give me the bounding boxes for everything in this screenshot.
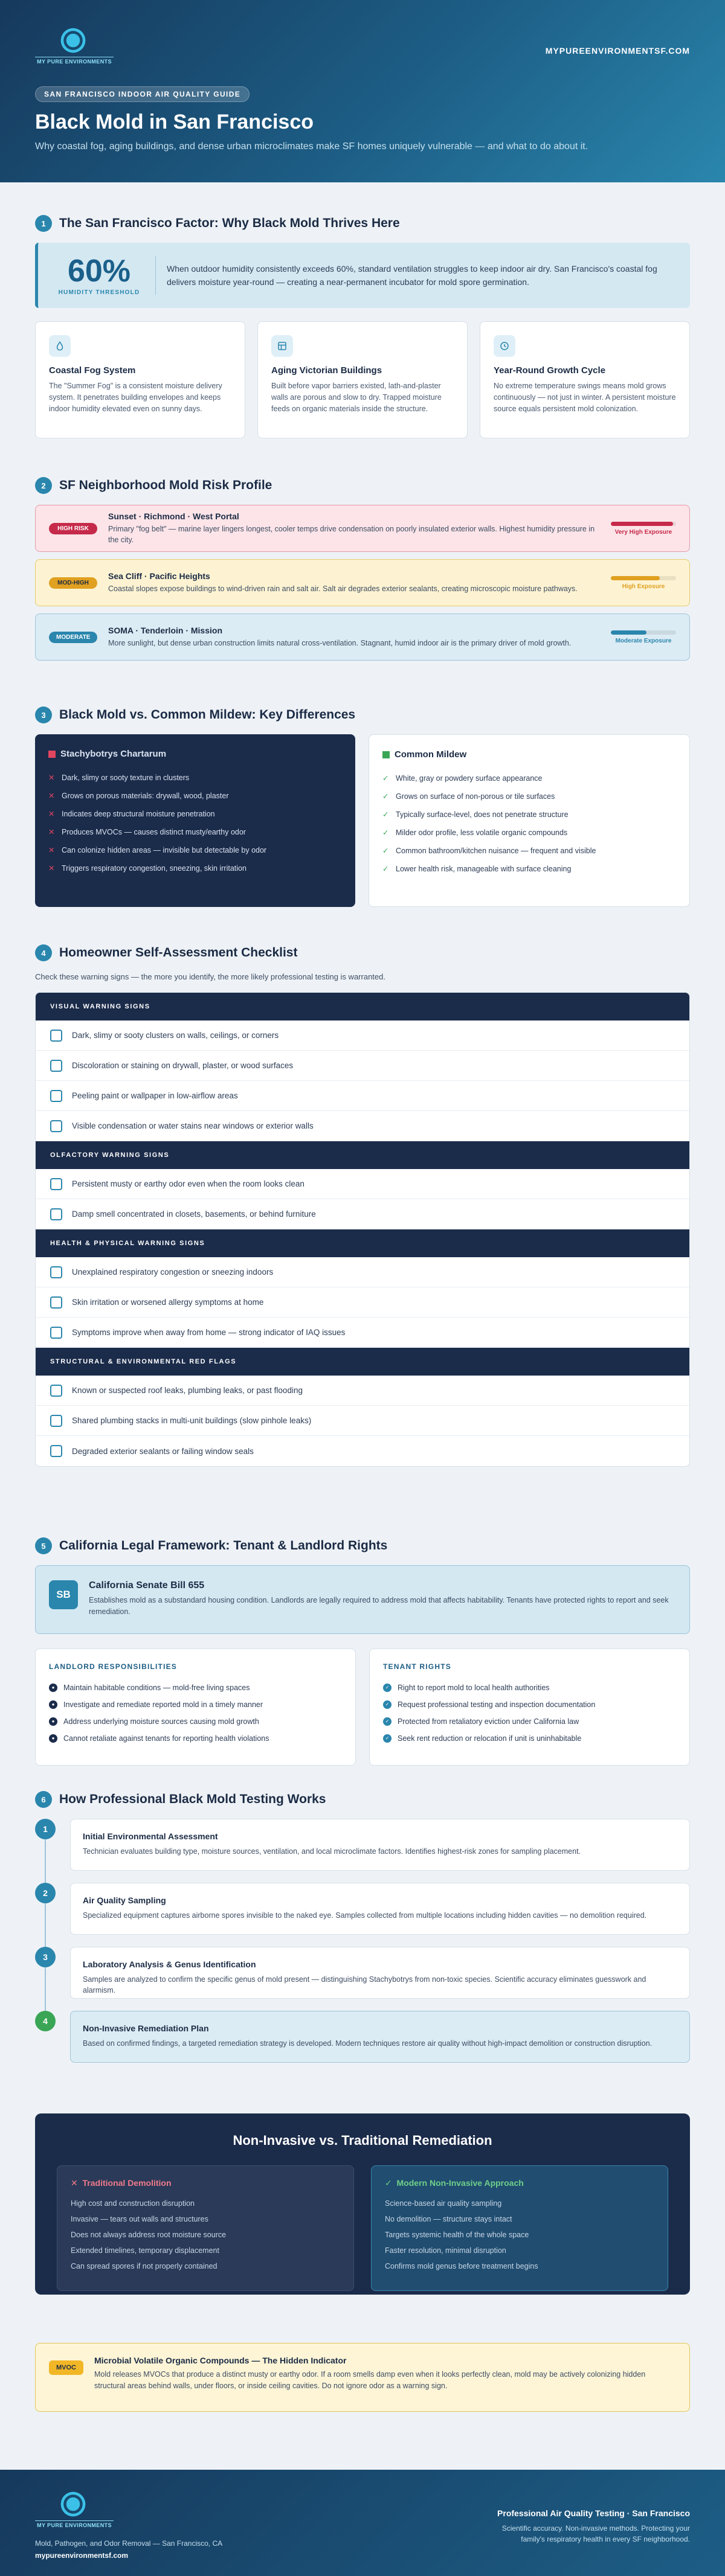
risk-neighborhoods: SOMA · Tenderloin · Mission <box>108 626 222 635</box>
rights-item <box>383 1730 676 1747</box>
step-title: Non-Invasive Remediation Plan <box>83 2023 209 2033</box>
landlord-responsibilities <box>35 1648 356 1766</box>
section-legal <box>0 1537 725 1766</box>
exposure-meter <box>611 576 676 590</box>
factor-title: Year-Round Growth Cycle <box>494 365 606 376</box>
mildew-column <box>369 734 690 907</box>
sb655-card <box>35 1565 690 1634</box>
section-title: The San Francisco Factor: Why Black Mold Thrives Here <box>59 216 400 230</box>
checklist-label: Shared plumbing stacks in multi-unit buildings (slow pinhole leaks) <box>72 1416 312 1425</box>
comparison-item <box>382 824 676 842</box>
factor-card-victorian <box>257 321 468 438</box>
risk-neighborhoods: Sea Cliff · Pacific Heights <box>108 571 210 581</box>
meter-track <box>611 522 676 526</box>
checklist-label: Symptoms improve when away from home — strong indicator of IAQ issues <box>72 1328 346 1337</box>
checklist-label: Peeling paint or wallpaper in low-airflow areas <box>72 1091 238 1100</box>
dot-icon: ● <box>49 1734 57 1743</box>
stat-value: 60% <box>67 253 131 289</box>
section-title: SF Neighborhood Mold Risk Profile <box>59 478 272 492</box>
remediation-item: Faster resolution, minimal disruption <box>385 2246 506 2255</box>
factor-text: No extreme temperature swings means mold grows continuously — not just in winter. A persistent moisture source equals persistent mold colonization. <box>494 382 676 413</box>
comparison-text: Grows on surface of non-porous or tile surfaces <box>396 792 555 801</box>
checklist-group-heading: VISUAL WARNING SIGNS <box>36 993 689 1020</box>
rights-text: Cannot retaliate against tenants for reporting health violations <box>63 1734 269 1743</box>
comparison-text: Milder odor profile, less volatile organic compounds <box>396 828 568 837</box>
mvoc-badge: MVOC <box>49 2360 83 2375</box>
checkbox[interactable] <box>50 1415 62 1427</box>
checklist-label: Visible condensation or water stains near windows or exterior walls <box>72 1121 314 1130</box>
remediation-item: Science-based air quality sampling <box>385 2199 502 2208</box>
traditional-column <box>57 2165 354 2291</box>
check-icon: ✓ <box>382 810 389 819</box>
step-title: Air Quality Sampling <box>83 1895 166 1905</box>
meter-label: Very High Exposure <box>614 528 672 536</box>
brand-name: MY PURE ENVIRONMENTS <box>35 57 114 65</box>
comparison-item <box>382 860 676 878</box>
check-icon: ✓ <box>382 828 389 837</box>
meter-label: High Exposure <box>622 583 665 590</box>
comparison-item <box>48 823 342 841</box>
x-icon: ✕ <box>48 792 55 800</box>
exposure-meter <box>611 630 676 644</box>
x-icon: ✕ <box>48 810 55 818</box>
factor-title: Aging Victorian Buildings <box>271 365 382 376</box>
checklist-group-heading: OLFACTORY WARNING SIGNS <box>36 1141 689 1169</box>
risk-description: More sunlight, but dense urban construction limits natural cross-ventilation. Stagnant, humid indoor air is the primary driver of mold growth. <box>108 639 572 647</box>
brand[interactable] <box>35 27 114 65</box>
check-icon: ✓ <box>383 1684 392 1692</box>
process-step <box>35 1819 690 1871</box>
checkbox[interactable] <box>50 1090 62 1102</box>
rights-title: LANDLORD RESPONSIBILITIES <box>49 1662 178 1671</box>
brand-logo-icon <box>59 2490 87 2518</box>
step-number: 4 <box>35 2011 56 2031</box>
checklist-group-heading: HEALTH & PHYSICAL WARNING SIGNS <box>36 1229 689 1257</box>
factor-card-fog <box>35 321 245 438</box>
stat-text: When outdoor humidity consistently exceeds 60%, standard ventilation struggles to keep indoor air dry. San Francisco's coastal fog delivers moisture year-round — creating a near-permanent incubator for mold spore germination. <box>167 264 657 287</box>
checkbox[interactable] <box>50 1178 62 1190</box>
brand-name: MY PURE ENVIRONMENTS <box>35 2520 114 2528</box>
checklist-item[interactable] <box>36 1406 689 1436</box>
meter-fill <box>611 576 660 580</box>
step-text: Technician evaluates building type, moisture sources, ventilation, and local microclimate factors. Identifies highest-risk zones for sampling placement. <box>83 1847 581 1856</box>
law-title: California Senate Bill 655 <box>89 1580 205 1591</box>
comparison-text: Common bathroom/kitchen nuisance — frequent and visible <box>396 847 596 855</box>
risk-row <box>35 559 690 606</box>
mvoc-text: Mold releases MVOCs that produce a distinct musty or earthy odor. If a room smells damp even when it looks perfectly clean, mold may be actively colonizing hidden structural areas behind walls, under floors, or inside ceiling cavities. Do not ignore odor as a warning sign. <box>94 2370 646 2390</box>
rights-item <box>383 1679 676 1696</box>
page-footer <box>0 2470 725 2576</box>
checklist-item[interactable] <box>36 1376 689 1406</box>
section-number: 1 <box>35 215 52 232</box>
remediation-item: Can spread spores if not properly contained <box>71 2262 218 2270</box>
rights-text: Right to report mold to local health authorities <box>398 1684 550 1692</box>
section-number: 3 <box>35 706 52 723</box>
comparison-item <box>382 787 676 806</box>
rights-title: TENANT RIGHTS <box>383 1662 451 1671</box>
meter-fill <box>611 630 646 635</box>
x-icon: ✕ <box>48 774 55 782</box>
comparison-item <box>382 842 676 860</box>
footer-tagline: Mold, Pathogen, and Odor Removal — San Francisco, CA <box>35 2539 223 2548</box>
mvoc-callout <box>35 2343 690 2412</box>
checkbox[interactable] <box>50 1120 62 1132</box>
comparison-text: Triggers respiratory congestion, sneezing, skin irritation <box>62 864 246 873</box>
page-subtitle: Why coastal fog, aging buildings, and dense urban microclimates make SF homes uniquely vulnerable — and what to do about it. <box>35 141 588 152</box>
section-title: Black Mold vs. Common Mildew: Key Differences <box>59 708 356 722</box>
step-number: 3 <box>35 1947 56 1967</box>
rights-text: Seek rent reduction or relocation if unit is uninhabitable <box>398 1734 582 1743</box>
checklist-item[interactable] <box>36 1257 689 1287</box>
remediation-item: No demolition — structure stays intact <box>385 2215 512 2223</box>
checkbox[interactable] <box>50 1266 62 1278</box>
comparison-text: Produces MVOCs — causes distinct musty/earthy odor <box>62 828 246 836</box>
checklist-label: Skin irritation or worsened allergy symptoms at home <box>72 1298 264 1307</box>
factor-text: Built before vapor barriers existed, lath-and-plaster walls are porous and slow to dry. Trapped moisture feeds on organic materials inside the structure. <box>271 382 442 413</box>
guide-label: SAN FRANCISCO INDOOR AIR QUALITY GUIDE <box>35 86 250 102</box>
x-icon: ✕ <box>48 846 55 854</box>
risk-badge: MOD-HIGH <box>49 577 97 589</box>
footer-right-text: Scientific accuracy. Non-invasive methods. Protecting your family's respiratory health in every SF neighborhood. <box>501 2524 690 2543</box>
checklist-label: Persistent musty or earthy odor even when the room looks clean <box>72 1179 304 1188</box>
step-card <box>70 1883 690 1935</box>
factor-text: The "Summer Fog" is a consistent moisture delivery system. It penetrates building envelopes and keeps indoor humidity elevated even on sunny days. <box>49 382 222 413</box>
checklist-item[interactable] <box>36 1436 689 1466</box>
checklist-label: Dark, slimy or sooty clusters on walls, ceilings, or corners <box>72 1031 279 1040</box>
risk-description: Primary "fog belt" — marine layer lingers longest, cooler temps drive condensation on poorly insulated exterior walls. Highest humidity pressure in the city. <box>108 525 595 544</box>
comparison-item <box>48 859 342 877</box>
comparison-text: Indicates deep structural moisture penetration <box>62 810 215 818</box>
droplet-icon <box>49 335 71 357</box>
rights-text: Maintain habitable conditions — mold-free living spaces <box>63 1684 250 1692</box>
rights-item <box>49 1696 342 1713</box>
checklist-item[interactable] <box>36 1169 689 1199</box>
remediation-item: Extended timelines, temporary displacement <box>71 2246 219 2255</box>
brand-logo-icon <box>59 27 87 54</box>
section-testing <box>0 1791 725 2075</box>
remediation-item: Targets systemic health of the whole space <box>385 2231 529 2239</box>
factor-title: Coastal Fog System <box>49 365 136 376</box>
column-title: Common Mildew <box>395 749 467 760</box>
checkbox[interactable] <box>50 1060 62 1072</box>
stat-label: HUMIDITY THRESHOLD <box>58 289 140 296</box>
modern-column <box>371 2165 668 2291</box>
remediation-item: Does not always address root moisture source <box>71 2231 227 2239</box>
step-card <box>70 2011 690 2063</box>
step-number: 2 <box>35 1883 56 1903</box>
footer-brand[interactable] <box>35 2490 114 2533</box>
step-number: 1 <box>35 1819 56 1839</box>
section-sf-factor <box>0 215 725 438</box>
mvoc-title: Microbial Volatile Organic Compounds — The Hidden Indicator <box>94 2356 347 2365</box>
checkbox[interactable] <box>50 1327 62 1339</box>
checklist-item[interactable] <box>36 1318 689 1348</box>
comparison-item <box>382 806 676 824</box>
risk-badge: HIGH RISK <box>49 523 97 534</box>
comparison-text: Dark, slimy or sooty texture in clusters <box>62 774 190 782</box>
meter-track <box>611 630 676 635</box>
comparison-item <box>48 805 342 823</box>
checkbox[interactable] <box>50 1296 62 1309</box>
checklist-item[interactable] <box>36 1081 689 1111</box>
remediation-item: Invasive — tears out walls and structures <box>71 2215 208 2223</box>
meter-track <box>611 576 676 580</box>
section-number: 5 <box>35 1537 52 1554</box>
check-icon: ✓ <box>385 2178 392 2188</box>
factor-card-growth <box>480 321 690 438</box>
site-url-link[interactable]: MYPUREENVIRONMENTSF.COM <box>545 46 690 56</box>
comparison-item <box>48 841 342 859</box>
rights-text: Address underlying moisture sources causing mold growth <box>63 1717 259 1726</box>
rights-text: Request professional testing and inspection documentation <box>398 1700 596 1709</box>
checklist-label: Unexplained respiratory congestion or sneezing indoors <box>72 1267 274 1277</box>
step-title: Initial Environmental Assessment <box>83 1831 218 1841</box>
risk-row <box>35 505 690 552</box>
x-icon: ✕ <box>48 828 55 836</box>
sb-badge: SB <box>49 1580 78 1609</box>
checkbox[interactable] <box>50 1208 62 1220</box>
step-card <box>70 1947 690 1999</box>
remediation-title: Non-Invasive vs. Traditional Remediation <box>233 2133 492 2148</box>
checklist-intro: Check these warning signs — the more you identify, the more likely professional testing is warranted. <box>35 972 385 981</box>
comparison-text: Can colonize hidden areas — invisible but detectable by odor <box>62 846 267 854</box>
check-icon: ✓ <box>383 1734 392 1743</box>
risk-row <box>35 614 690 661</box>
rights-item <box>49 1679 342 1696</box>
section-title: Homeowner Self-Assessment Checklist <box>59 946 298 960</box>
step-text: Based on confirmed findings, a targeted remediation strategy is developed. Modern techniques restore air quality without high-impact demolition or construction disruption. <box>83 2039 652 2048</box>
checklist-item[interactable] <box>36 1199 689 1229</box>
checklist-label: Known or suspected roof leaks, plumbing leaks, or past flooding <box>72 1386 303 1395</box>
section-number: 2 <box>35 477 52 494</box>
rights-item <box>49 1713 342 1730</box>
checkbox[interactable] <box>50 1385 62 1397</box>
checklist-label: Discoloration or staining on drywall, plaster, or wood surfaces <box>72 1061 294 1070</box>
building-icon <box>271 335 293 357</box>
risk-badge: MODERATE <box>49 632 97 643</box>
footer-url-link[interactable]: mypureenvironmentsf.com <box>35 2551 129 2560</box>
remediation-item: High cost and construction disruption <box>71 2199 195 2208</box>
risk-neighborhoods: Sunset · Richmond · West Portal <box>108 511 239 521</box>
checklist-item[interactable] <box>36 1020 689 1051</box>
checklist-item[interactable] <box>36 1051 689 1081</box>
section-risk-profile <box>0 477 725 668</box>
checklist-item[interactable] <box>36 1287 689 1318</box>
section-title: California Legal Framework: Tenant & Landlord Rights <box>59 1539 388 1552</box>
rights-item <box>383 1713 676 1730</box>
checklist-label: Damp smell concentrated in closets, basements, or behind furniture <box>72 1210 316 1219</box>
clock-icon <box>494 335 515 357</box>
section-mold-vs-mildew <box>0 706 725 907</box>
checklist-group-heading: STRUCTURAL & ENVIRONMENTAL RED FLAGS <box>36 1348 689 1376</box>
check-icon: ✓ <box>382 865 389 873</box>
page-title: Black Mold in San Francisco <box>35 111 314 133</box>
remediation-comparison <box>35 2113 690 2295</box>
column-title: Traditional Demolition <box>82 2178 172 2188</box>
dot-icon: ● <box>49 1717 57 1726</box>
step-card <box>70 1819 690 1871</box>
x-icon: ✕ <box>71 2178 78 2188</box>
meter-label: Moderate Exposure <box>615 637 672 644</box>
step-title: Laboratory Analysis & Genus Identification <box>83 1959 256 1969</box>
process-step <box>35 2011 690 2063</box>
comparison-text: Grows on porous materials: drywall, wood, plaster <box>62 792 229 800</box>
tenant-rights <box>369 1648 690 1766</box>
red-square-icon <box>48 751 56 758</box>
humidity-stat-card <box>35 243 690 308</box>
black-mold-column <box>35 734 355 907</box>
comparison-text: White, gray or powdery surface appearance <box>396 774 543 783</box>
green-square-icon <box>382 751 390 758</box>
process-step <box>35 1947 690 1999</box>
comparison-text: Typically surface-level, does not penetrate structure <box>396 810 569 819</box>
column-title: Stachybotrys Chartarum <box>60 749 167 759</box>
checkbox[interactable] <box>50 1030 62 1042</box>
section-number: 6 <box>35 1791 52 1808</box>
divider <box>155 256 156 295</box>
dot-icon: ● <box>49 1684 57 1692</box>
check-icon: ✓ <box>382 774 389 783</box>
section-title: How Professional Black Mold Testing Works <box>59 1792 326 1806</box>
rights-text: Protected from retaliatory eviction under California law <box>398 1717 579 1726</box>
section-number: 4 <box>35 944 52 961</box>
column-title: Modern Non-Invasive Approach <box>396 2178 524 2188</box>
rights-item <box>49 1730 342 1747</box>
step-text: Samples are analyzed to confirm the specific genus of mold present — distinguishing Stachybotrys from non-toxic species. Scientific accuracy eliminates guesswork and alarmism. <box>83 1975 646 1994</box>
dot-icon: ● <box>49 1700 57 1709</box>
remediation-item: Confirms mold genus before treatment begins <box>385 2262 538 2270</box>
check-icon: ✓ <box>383 1700 392 1709</box>
section-checklist <box>0 944 725 1467</box>
comparison-item <box>382 769 676 787</box>
step-text: Specialized equipment captures airborne spores invisible to the naked eye. Samples collected from multiple locations including hidden cavities — no demolition required. <box>83 1911 647 1920</box>
exposure-meter <box>611 522 676 536</box>
comparison-item <box>48 787 342 805</box>
comparison-item <box>48 769 342 787</box>
check-icon: ✓ <box>383 1717 392 1726</box>
x-icon: ✕ <box>48 864 55 873</box>
checklist-label: Degraded exterior sealants or failing window seals <box>72 1446 254 1456</box>
process-step <box>35 1883 690 1935</box>
meter-fill <box>611 522 673 526</box>
rights-text: Investigate and remediate reported mold in a timely manner <box>63 1700 263 1709</box>
risk-description: Coastal slopes expose buildings to wind-driven rain and salt air. Salt air degrades exterior sealants, creating microscopic moisture pathways. <box>108 585 578 593</box>
rights-item <box>383 1696 676 1713</box>
page-header <box>0 0 725 182</box>
footer-right-title: Professional Air Quality Testing · San Francisco <box>497 2508 690 2518</box>
law-text: Establishes mold as a substandard housing condition. Landlords are legally required to address mold that affects habitability. Tenants have protected rights to report and seek remediation. <box>89 1596 669 1616</box>
checklist <box>35 992 690 1467</box>
check-icon: ✓ <box>382 792 389 801</box>
comparison-text: Lower health risk, manageable with surface cleaning <box>396 865 572 873</box>
checkbox[interactable] <box>50 1445 62 1457</box>
check-icon: ✓ <box>382 847 389 855</box>
checklist-item[interactable] <box>36 1111 689 1141</box>
